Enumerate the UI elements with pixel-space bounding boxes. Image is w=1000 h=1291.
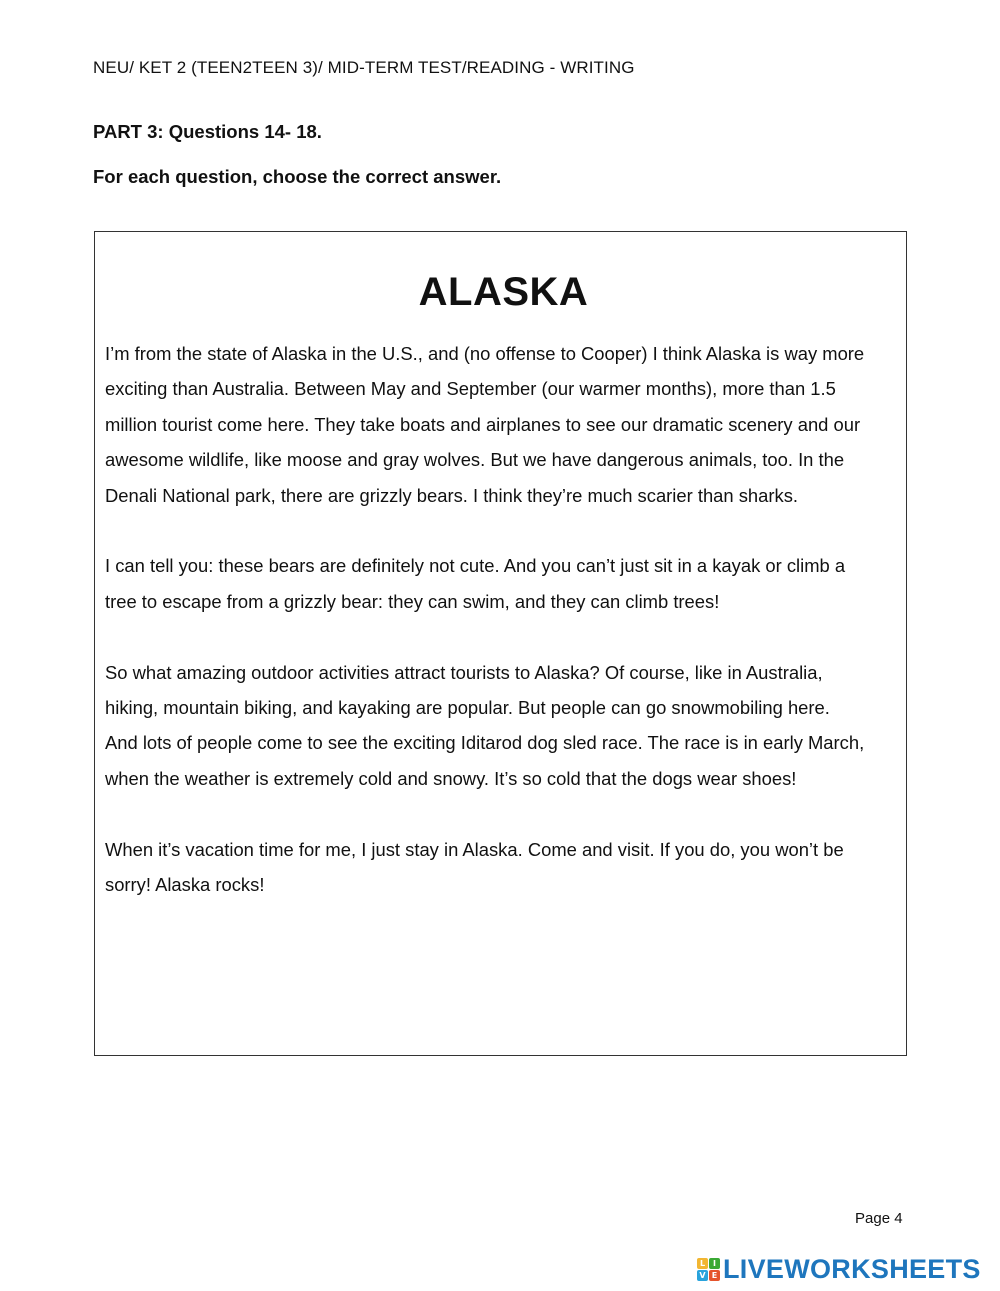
- logo-text: LIVEWORKSHEETS: [723, 1253, 981, 1284]
- logo-block-v: V: [697, 1270, 708, 1281]
- running-header: NEU/ KET 2 (TEEN2TEEN 3)/ MID-TERM TEST/READING - WRITING: [93, 58, 635, 77]
- reading-passage-box: [94, 231, 907, 1056]
- logo-blocks-icon: [697, 1258, 720, 1281]
- article-paragraph-4: When it’s vacation time for me, I just stay in Alaska. Come and visit. If you do, you won’t be sorry! Alaska rocks!: [105, 838, 844, 896]
- page-number: Page 4: [855, 1210, 903, 1227]
- logo-block-i: I: [709, 1258, 720, 1269]
- article-paragraph-1: I’m from the state of Alaska in the U.S., and (no offense to Cooper) I think Alaska is way more exciting than Australia. Between May and September (our warmer months), more than 1.5 million tourist come here. They take boats and airplanes to see our dramatic scenery and our awesome wildlife, like moose and gray wolves. But we have dangerous animals, too. In the Denali National park, there are grizzly bears. I think they’re much scarier than sharks.: [105, 343, 865, 506]
- article-body: [105, 336, 865, 938]
- article-paragraph-3: So what amazing outdoor activities attract tourists to Alaska? Of course, like in Australia, hiking, mountain biking, and kayaking are popular. But people can go snowmobiling here. And lots of people come to see the exciting Iditarod dog sled race. The race is in early March, when the weather is extremely cold and snowy. It’s so cold that the dogs wear shoes!: [105, 661, 865, 789]
- article-title: ALASKA: [418, 270, 589, 314]
- logo-block-l: L: [697, 1258, 708, 1269]
- part-title: PART 3: Questions 14- 18.: [93, 121, 322, 142]
- instruction-text: For each question, choose the correct answer.: [93, 166, 502, 187]
- liveworksheets-logo[interactable]: [697, 1253, 981, 1284]
- logo-block-e: E: [709, 1270, 720, 1281]
- article-paragraph-2: I can tell you: these bears are definitely not cute. And you can’t just sit in a kayak or climb a tree to escape from a grizzly bear: they can swim, and they can climb trees!: [105, 555, 846, 612]
